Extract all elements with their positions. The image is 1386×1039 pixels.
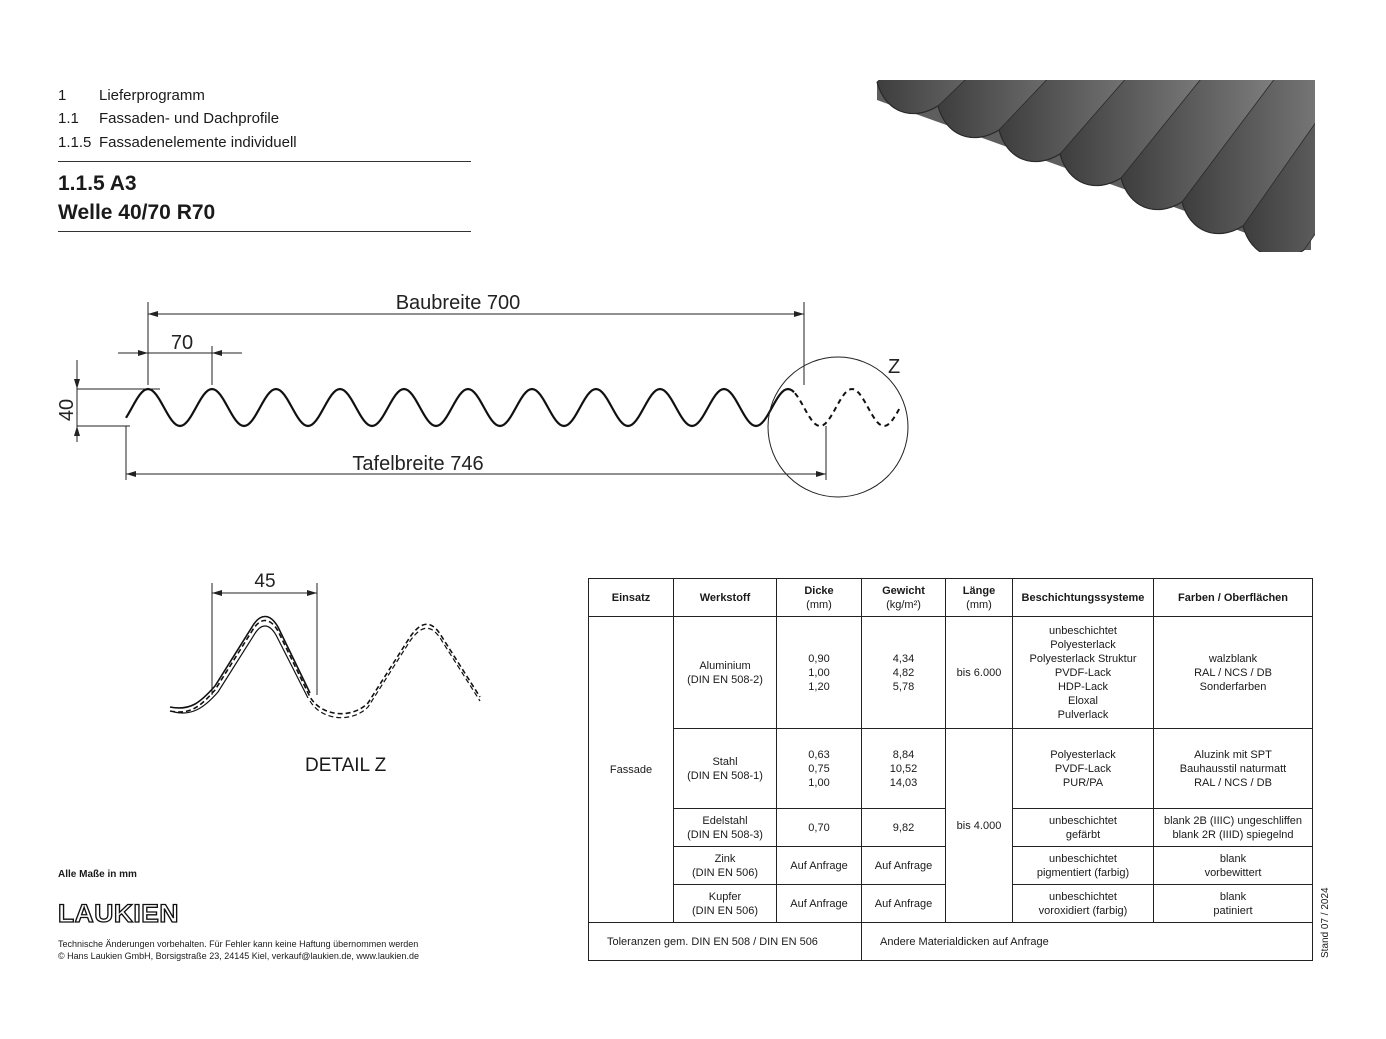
gewicht-cell: 4,34 4,82 5,78 [862, 617, 946, 729]
einsatz-cell: Fassade [589, 617, 674, 923]
page-title: 1.1.5 A3 [58, 172, 137, 195]
pitch-label: 70 [170, 332, 194, 354]
baubreite-label: Baubreite 700 [395, 292, 521, 314]
col-werkstoff: Werkstoff [674, 579, 777, 617]
gewicht-cell: 9,82 [862, 809, 946, 847]
tolerance-note: Toleranzen gem. DIN EN 508 / DIN EN 506 [589, 923, 862, 961]
col-einsatz: Einsatz [589, 579, 674, 617]
breadcrumb-item: 1.1.5 Fassadenelemente individuell [58, 134, 297, 151]
werkstoff-cell: Zink (DIN EN 506) [674, 847, 777, 885]
laukien-logo [58, 900, 180, 926]
svg-text:LAUKIEN: LAUKIEN [58, 900, 179, 926]
height-label: 40 [56, 398, 78, 422]
table-footer-row [589, 923, 1313, 961]
farben-cell: blank vorbewittert [1154, 847, 1313, 885]
divider [58, 161, 471, 162]
farben-cell: Aluzink mit SPT Bauhausstil naturmatt RAL / NCS / DB [1154, 729, 1313, 809]
col-gewicht: Gewicht (kg/m²) [862, 579, 946, 617]
measure-note: Alle Maße in mm [58, 869, 137, 880]
werkstoff-cell: Aluminium (DIN EN 508-2) [674, 617, 777, 729]
werkstoff-cell: Edelstahl (DIN EN 508-3) [674, 809, 777, 847]
dicke-cell: Auf Anfrage [777, 847, 862, 885]
beschichtung-cell: unbeschichtet voroxidiert (farbig) [1013, 885, 1154, 923]
col-beschichtung: Beschichtungssysteme [1013, 579, 1154, 617]
laenge-cell: bis 6.000 [946, 617, 1013, 729]
gewicht-cell: Auf Anfrage [862, 847, 946, 885]
beschichtung-cell: unbeschichtet gefärbt [1013, 809, 1154, 847]
detail-width-label: 45 [254, 571, 276, 592]
disclaimer: Technische Änderungen vorbehalten. Für Fehler kann keine Haftung übernommen werden [58, 939, 419, 949]
dicke-cell: 0,90 1,00 1,20 [777, 617, 862, 729]
tafelbreite-label: Tafelbreite 746 [352, 453, 484, 475]
farben-cell: walzblank RAL / NCS / DB Sonderfarben [1154, 617, 1313, 729]
stand-date: Stand 07 / 2024 [1320, 887, 1331, 958]
farben-cell: blank patiniert [1154, 885, 1313, 923]
beschichtung-cell: unbeschichtet Polyesterlack Polyesterlack Struktur PVDF-Lack HDP-Lack Eloxal Pulverlack [1013, 617, 1154, 729]
material-note: Andere Materialdicken auf Anfrage [862, 923, 1313, 961]
col-dicke: Dicke (mm) [777, 579, 862, 617]
spec-table [588, 578, 1313, 961]
werkstoff-cell: Kupfer (DIN EN 506) [674, 885, 777, 923]
company-address: © Hans Laukien GmbH, Borsigstraße 23, 24145 Kiel, verkauf@laukien.de, www.laukien.de [58, 951, 419, 961]
detail-marker: Z [888, 356, 901, 378]
profile-cross-section [50, 280, 930, 520]
dicke-cell: Auf Anfrage [777, 885, 862, 923]
col-laenge: Länge (mm) [946, 579, 1013, 617]
col-farben: Farben / Oberflächen [1154, 579, 1313, 617]
breadcrumb-item: 1 Lieferprogramm [58, 87, 205, 104]
farben-cell: blank 2B (IIIC) ungeschliffen blank 2R (IIID) spiegelnd [1154, 809, 1313, 847]
gewicht-cell: 8,84 10,52 14,03 [862, 729, 946, 809]
gewicht-cell: Auf Anfrage [862, 885, 946, 923]
werkstoff-cell: Stahl (DIN EN 508-1) [674, 729, 777, 809]
detail-z-drawing [160, 565, 500, 725]
detail-caption: DETAIL Z [305, 755, 387, 776]
table-header-row [589, 579, 1313, 617]
divider [58, 231, 471, 232]
table-row [589, 617, 1313, 729]
table-row [589, 729, 1313, 809]
page-subtitle: Welle 40/70 R70 [58, 201, 216, 224]
dicke-cell: 0,63 0,75 1,00 [777, 729, 862, 809]
beschichtung-cell: Polyesterlack PVDF-Lack PUR/PA [1013, 729, 1154, 809]
breadcrumb-item: 1.1 Fassaden- und Dachprofile [58, 110, 280, 127]
laenge-cell: bis 4.000 [946, 729, 1013, 923]
profile-3d-illustration [855, 80, 1315, 252]
beschichtung-cell: unbeschichtet pigmentiert (farbig) [1013, 847, 1154, 885]
dicke-cell: 0,70 [777, 809, 862, 847]
